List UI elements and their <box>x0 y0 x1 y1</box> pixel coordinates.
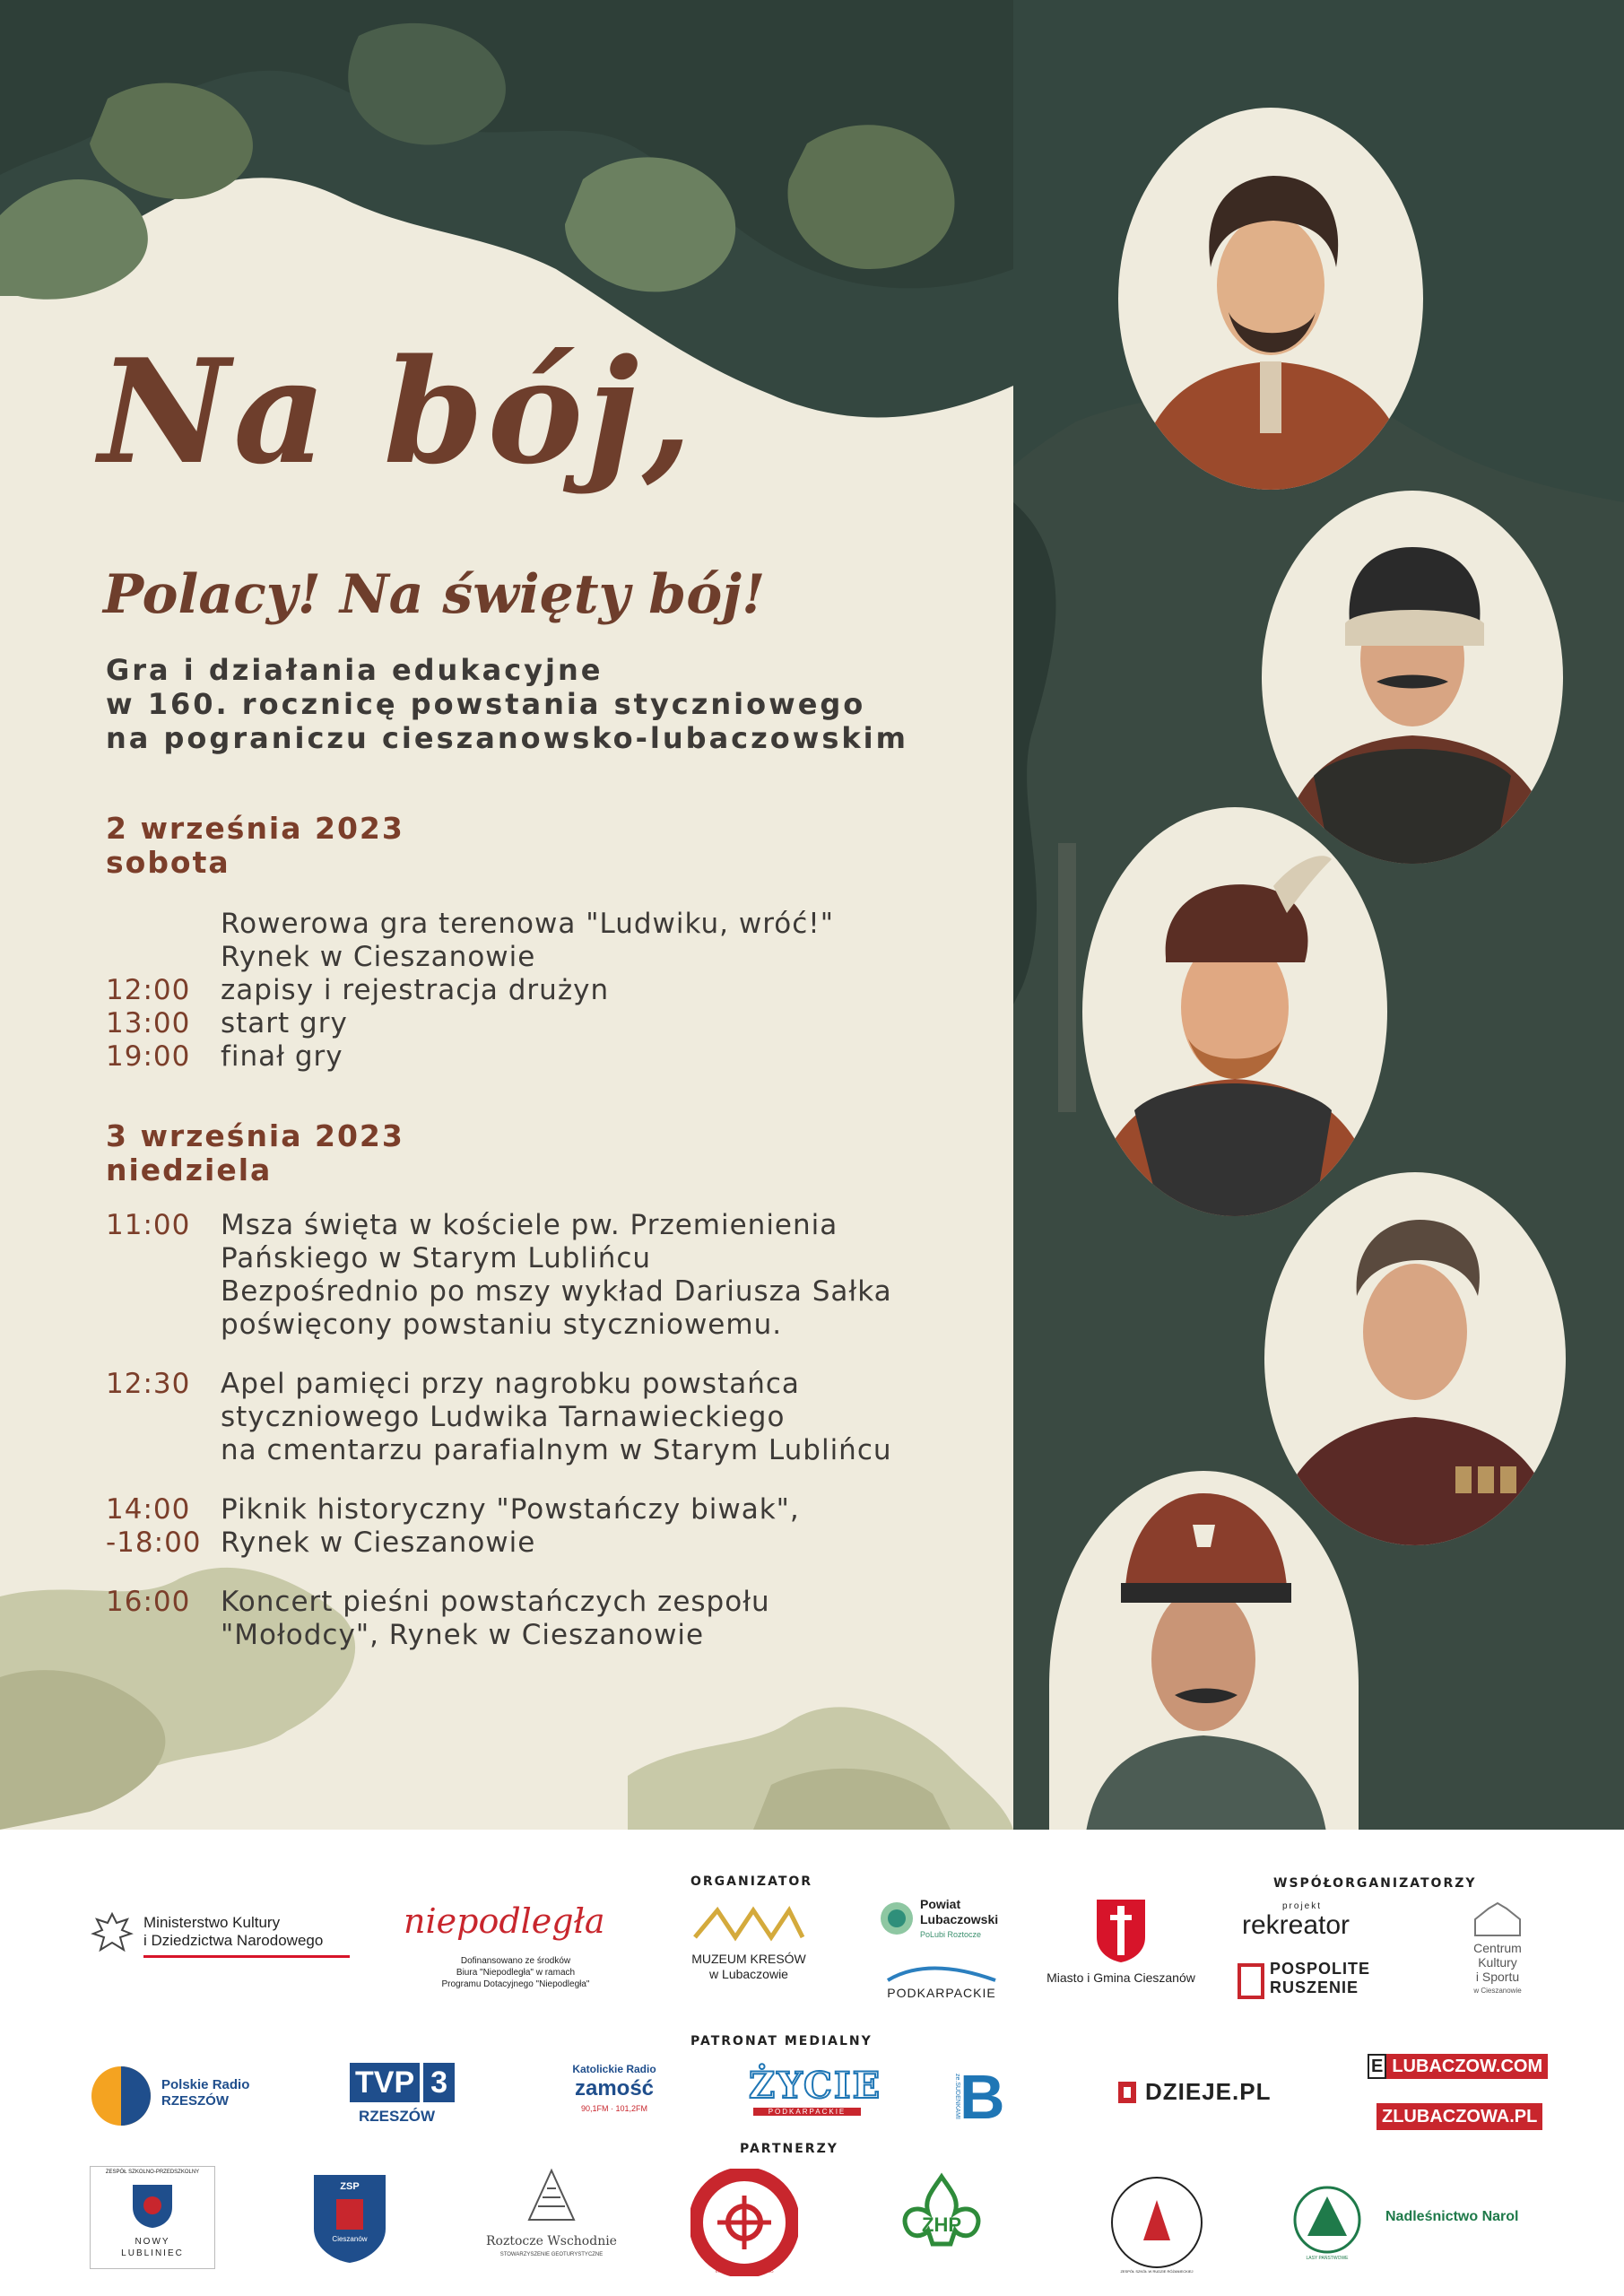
event-time: 12:00 <box>106 974 191 1006</box>
centrum-line2: Kultury <box>1478 1955 1517 1970</box>
event-line: styczniowego Ludwika Tarnawieckiego <box>221 1401 786 1433</box>
pospolite-line1: POSPOLITE <box>1270 1960 1371 1978</box>
eagle-icon <box>90 1910 135 1962</box>
niepodlegla-note: Biura "Niepodległa" w ramach <box>456 1968 576 1978</box>
nadlesnictwo-narol-logo <box>1291 2184 1542 2260</box>
event-time <box>106 1493 221 1560</box>
event-time: 12:30 <box>106 1368 191 1400</box>
subtitle-line: na pograniczu cieszanowsko-lubaczowskim <box>106 721 908 755</box>
schedule-row <box>106 1586 1003 1652</box>
zsr-icon <box>1103 2169 1211 2276</box>
day1-schedule <box>106 908 1003 1074</box>
event-line: poświęcony powstaniu styczniowemu. <box>221 1309 783 1341</box>
event-time <box>106 908 221 974</box>
roztocze-line1: Roztocze Wschodnie <box>486 2234 617 2248</box>
day1-date-block <box>106 812 404 880</box>
zsp-cieszanow-top: ZSP <box>340 2181 360 2192</box>
muzeum-kresow-logo <box>686 1901 812 2000</box>
centrum-line3: i Sportu <box>1475 1970 1520 1984</box>
pospolite-ruszenie-logo <box>1238 1960 1381 2005</box>
event-description <box>221 908 834 974</box>
zsr-name: ZESPÓŁ SZKÓŁ W RUDZIE RÓŻANIECKIEJ <box>1120 2269 1194 2274</box>
cieszanow-crest-icon <box>1094 1897 1148 1964</box>
narol-name: Nadleśnictwo Narol <box>1385 2209 1519 2224</box>
zamosc-line2: zamość <box>574 2076 655 2100</box>
zhp-logo <box>897 2172 986 2271</box>
powiat-line3: PoLubi Roztocze <box>920 1930 982 1939</box>
centrum-kultury-logo <box>1453 1901 1542 2009</box>
niepodlegla-name: niepodległa <box>404 1901 605 1941</box>
cieszanow-logo <box>1036 1897 1206 2005</box>
zycie-sub: PODKARPACKIE <box>753 2108 861 2116</box>
event-line: "Mołodcy", Rynek w Cieszanowie <box>221 1619 705 1651</box>
niepodlegla-note: Dofinansowano ze środków <box>460 1956 571 1966</box>
b-side: ze.SUDENKAMI <box>954 2074 960 2119</box>
roztocze-line2: STOWARZYSZENIE GEOTURYSTYCZNE <box>499 2252 604 2257</box>
schedule-row <box>106 908 1003 974</box>
folkowisko-icon <box>690 2169 798 2276</box>
tvp-number: 3 <box>423 2063 455 2102</box>
event-description: start gry <box>221 1007 348 1039</box>
event-time-start: 14:00 <box>106 1493 191 1526</box>
ministry-line2: i Dziedzictwa Narodowego <box>143 1932 324 1949</box>
day2-date-block <box>106 1119 404 1187</box>
day2-schedule <box>106 1209 1003 1652</box>
event-description: finał gry <box>221 1040 343 1073</box>
tvp-name: TVP <box>350 2063 420 2102</box>
zhp-name: ZHP <box>922 2213 961 2236</box>
zycie-podkarpackie-logo <box>749 2065 882 2127</box>
tvp3-logo <box>345 2063 462 2135</box>
event-time: 19:00 <box>106 1040 191 1073</box>
dzieje-name: DZIEJE.PL <box>1145 2078 1272 2105</box>
zsp-nowy-line2: LUBLINIEC <box>121 2248 184 2258</box>
event-time: 16:00 <box>106 1586 191 1618</box>
lasy-panstwowe-icon <box>1291 2184 1363 2256</box>
event-time: 13:00 <box>106 1007 191 1039</box>
event-line: Rynek w Cieszanowie <box>221 941 536 973</box>
zlubaczowa-name: ZLUBACZOWA.PL <box>1376 2103 1542 2130</box>
muzeum-line2: w Lubaczowie <box>709 1967 788 1981</box>
subtitle-line: Gra i działania edukacyjne <box>106 653 604 687</box>
roztocze-wschodnie-logo <box>484 2166 619 2274</box>
katolickie-radio-zamosc-logo <box>556 2061 673 2133</box>
elubaczow-logo <box>1368 2054 1543 2081</box>
zsp-nowy-line1: NOWY <box>135 2237 170 2247</box>
elubaczow-e: E <box>1368 2054 1386 2079</box>
schedule-row <box>106 1007 1003 1040</box>
elubaczow-name: LUBACZOW.COM <box>1386 2054 1548 2079</box>
coorganizers-label: WSPÓŁORGANIZATORZY <box>1273 1876 1477 1891</box>
niepodlegla-note: Programu Dotacyjnego "Niepodległa" <box>441 1979 590 1989</box>
schedule-row <box>106 974 1003 1007</box>
media-label: PATRONAT MEDIALNY <box>690 2034 873 2048</box>
subtitle <box>106 653 1003 755</box>
ministry-line1: Ministerstwo Kultury <box>143 1914 281 1931</box>
event-time: 11:00 <box>106 1209 191 1241</box>
powiat-logo <box>879 1897 1004 1951</box>
portrait-3 <box>1081 805 1390 1218</box>
event-line: Piknik historyczny "Powstańczy biwak", <box>221 1493 800 1526</box>
zsp-cieszanow-logo <box>309 2170 390 2265</box>
event-line: na cmentarzu parafialnym w Starym Lublińcu <box>221 1434 892 1466</box>
day1-weekday: sobota <box>106 845 230 880</box>
podkarpackie-logo <box>879 1964 1004 2005</box>
portrait-5 <box>1049 1471 1359 1830</box>
event-time-end: -18:00 <box>106 1526 202 1559</box>
organizer-label: ORGANIZATOR <box>690 1874 813 1889</box>
muzeum-icon <box>686 1901 812 1946</box>
sponsors-footer <box>0 1830 1624 2296</box>
zlubaczowa-logo <box>1376 2103 1538 2130</box>
cieszanow-name: Miasto i Gmina Cieszanów <box>1046 1970 1195 1985</box>
ministry-underline <box>143 1955 350 1958</box>
folkowisko-name: STOWARZYSZENIE FOLKOWISKO <box>715 2269 774 2274</box>
day2-weekday: niedziela <box>106 1152 273 1187</box>
schedule-row <box>106 1368 1003 1467</box>
rekreator-small: projekt <box>1282 1901 1323 1911</box>
event-description <box>221 1586 770 1652</box>
event-description <box>221 1209 892 1342</box>
podkarpackie-name: PODKARPACKIE <box>887 1986 996 2000</box>
pospolite-line2: RUSZENIE <box>1270 1979 1359 1996</box>
zamosc-line1: Katolickie Radio <box>572 2063 656 2075</box>
roztocze-icon <box>520 2166 583 2229</box>
niepodlegla-logo <box>404 1901 628 2009</box>
zamosc-line3: 90,1FM · 101,2FM <box>580 2104 648 2113</box>
title-main: Na bój, <box>99 327 696 496</box>
event-description: zapisy i rejestracja drużyn <box>221 974 610 1006</box>
dzieje-icon <box>1116 2080 1138 2105</box>
event-description <box>221 1493 800 1560</box>
lasy-name: LASY PAŃSTWOWE <box>1306 2256 1349 2261</box>
ministry-logo <box>90 1910 359 1964</box>
schedule-row <box>106 1209 1003 1342</box>
shield-icon <box>130 2180 175 2230</box>
zsr-logo <box>1103 2169 1211 2276</box>
rekreator-logo <box>1242 1901 1385 1940</box>
subtitle-line: w 160. rocznicę powstania styczniowego <box>106 687 866 721</box>
event-line: Rowerowa gra terenowa "Ludwiku, wróć!" <box>221 908 834 940</box>
portrait-1 <box>1116 106 1426 491</box>
event-line: Rynek w Cieszanowie <box>221 1526 536 1559</box>
polskie-radio-rzeszow-logo <box>90 2065 287 2127</box>
schedule-row <box>106 1040 1003 1074</box>
muzeum-line1: MUZEUM KRESÓW <box>691 1952 806 1966</box>
centrum-line4: w Cieszanowie <box>1473 1987 1522 1995</box>
zsp-cieszanow-bottom: Cieszanów <box>332 2235 368 2243</box>
rekreator-name: rekreator <box>1242 1910 1350 1940</box>
pospolite-icon <box>1238 1963 1264 1999</box>
day2-date: 3 września 2023 <box>106 1118 404 1153</box>
folkowisko-logo <box>690 2169 798 2276</box>
dzieje-logo <box>1116 2076 1296 2112</box>
b-logo <box>951 2062 1013 2132</box>
event-line: Pańskiego w Starym Lublińcu <box>221 1242 652 1274</box>
radio-line2: RZESZÓW <box>161 2093 229 2109</box>
b-letter: B <box>960 2062 1005 2132</box>
event-line: Koncert pieśni powstańczych zespołu <box>221 1586 770 1618</box>
zsp-nowy-top: ZESPÓŁ SZKOLNO-PRZEDSZKOLNY <box>105 2170 200 2175</box>
centrum-icon <box>1471 1901 1524 1937</box>
day1-date: 2 września 2023 <box>106 811 404 846</box>
centrum-line1: Centrum <box>1473 1941 1522 1955</box>
schedule-row <box>106 1493 1003 1560</box>
powiat-line1: Powiat <box>920 1897 961 1911</box>
zycie-name: ŻYCIE <box>749 2065 882 2107</box>
powiat-line2: Lubaczowski <box>920 1912 999 1926</box>
powiat-icon <box>879 1900 915 1936</box>
podkarpackie-icon <box>879 1964 1004 1982</box>
event-line: Msza święta w kościele pw. Przemienienia <box>221 1209 838 1241</box>
title-sub: Polacy! Na święty bój! <box>103 563 766 626</box>
zsp-nowy-lubliniec-logo <box>90 2166 215 2269</box>
radio-globe-icon <box>90 2065 152 2127</box>
partners-label: PARTNERZY <box>740 2142 838 2156</box>
event-line: Apel pamięci przy nagrobku powstańca <box>221 1368 800 1400</box>
radio-line1: Polskie Radio <box>161 2077 250 2092</box>
event-line: Bezpośrednio po mszy wykład Dariusza Sałka <box>221 1275 892 1308</box>
event-description <box>221 1368 892 1467</box>
tvp-city: RZESZÓW <box>359 2108 435 2125</box>
